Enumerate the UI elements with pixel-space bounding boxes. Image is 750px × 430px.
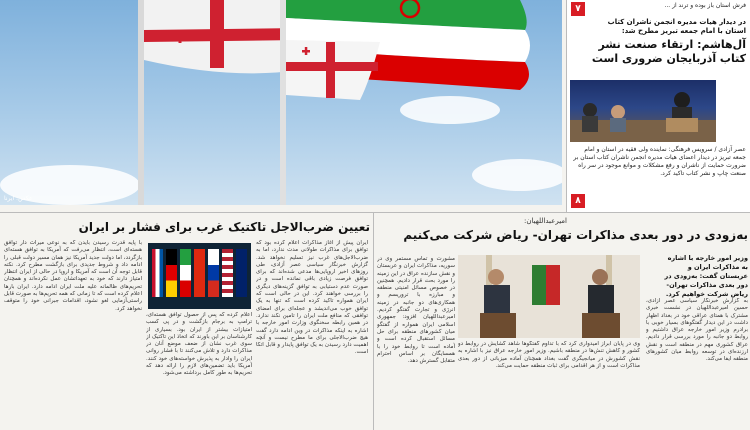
right-article-col3: به گزارش خبرنگار سیاسی عصر آزادی، حسین امیرعبداللهیان در نشست خبری مشترک با همتای عراقی خود در بغداد اظهار داشت در این دیدار گفتگوهای بسیار خوبی با برادرم وزیر امور خارجه عراق داشتیم و روابط دو جانبه را مورد بررسی قرار دادیم. عراق کشوری مهم در منطقه است و نقش ارزنده‌ای در توسعه روابط میان کشورهای منطقه ایفا می‌کند. bbox=[646, 298, 748, 363]
left-article-headline[interactable]: تعیین ضرب‌الاجل تاکتیک غرب برای فشار بر ایران bbox=[78, 220, 370, 234]
right-article-col1: مشورت و تماس مستمر وی در سوریه، مذاکرات ایران و عربستان و نقش سازنده عراق در این زمینه را مورد بحث قرار دادیم. همچنین در خصوص مسائل امنیتی منطقه و مبارزه با تروریسم و همکاری‌های دو جانبه در زمینه انرژی و تجارت گفتگو کردیم. امیرعبداللهیان افزود: جمهوری اسلامی ایران همواره از گفتگو میان کشورهای منطقه برای حل مسائل استقبال کرده است و آماده است تا روابط خود را با همسایگان بر اساس احترام متقابل گسترش دهد. bbox=[377, 256, 455, 365]
page-ref-badge-bottom: ۸ bbox=[571, 194, 585, 208]
left-article-col2: اعلام کرده که پس از حصول توافق هسته‌ای، ترامپ به برجام بازگشت و در پی کسب امتیازات بیشتر از ایران بود. بسیاری از کارشناسان بر این باورند که اتخاذ این تاکتیک از سوی غرب نشان از ضعف موضع آنان در مذاکرات دارد و تلاش می‌کنند تا با فشار روانی ایران را وادار به پذیرش خواسته‌های خود کنند. آمریکا باید تضمین‌های لازم را ارائه دهد که تحریم‌ها به طور کامل برداشته می‌شود. bbox=[146, 312, 252, 377]
sidebar-caption: عصر آزادی / سرویس فرهنگی: نماینده ولی فقیه در استان و امام جمعه تبریز در دیدار اعضای هیات مدیره انجمن ناشران کتاب استان بر ضرورت حمایت از ناشران و رفع مشکلات و موانع موجود در سر راه صنعت چاپ و نشر کتاب تاکید کرد. bbox=[573, 146, 746, 177]
world-flags-photo bbox=[148, 243, 251, 309]
photo-credit: عکس: ایرنا bbox=[4, 195, 33, 202]
flags-illustration bbox=[0, 0, 562, 205]
column-divider bbox=[373, 212, 374, 430]
right-article-headline[interactable]: به‌زودی در دور بعدی مذاکرات تهران- ریاض شرکت می‌کنیم bbox=[403, 228, 748, 242]
right-article-kicker: امیرعبداللهیان: bbox=[524, 217, 567, 225]
right-article-lead: وزیر امور خارجه با اشاره به مذاکرات ایران و عربستان گفت: به‌زودی در دور بعدی مذاکرات تهران- ریاض شرکت خواهیم کرد. bbox=[664, 254, 748, 298]
press-conference-illustration bbox=[458, 255, 640, 338]
sidebar-divider bbox=[566, 0, 567, 212]
page-ref-badge-top: ۷ bbox=[571, 2, 585, 16]
sidebar-kicker: در دیدار هیات مدیره انجمن ناشران کتاب استان با امام جمعه تبریز مطرح شد: bbox=[607, 18, 746, 35]
right-article-col2: وی در پایان ابراز امیدواری کرد که با تداوم گفتگوها شاهد گشایش در روابط دو کشور و کاهش تنش‌ها در منطقه باشیم. وزیر امور خارجه عراق نیز با اشاره به نقش کشورش در میانجیگری گفت بغداد همچنان آماده میزبانی از دور بعدی مذاکرات است و از هر اقدامی برای ثبات منطقه حمایت می‌کند. bbox=[458, 341, 640, 369]
sidebar-headline[interactable]: آل‌هاشم: ارتقاء صنعت نشر کتاب آذربایجان ضروری است bbox=[591, 38, 746, 65]
sidebar-top-text: فرش استان باز بوده و ترند از ... bbox=[664, 2, 746, 9]
horizontal-divider bbox=[0, 212, 750, 213]
flags-photo-top bbox=[0, 0, 562, 205]
sidebar-meeting-photo bbox=[570, 80, 716, 142]
meeting-illustration bbox=[570, 80, 716, 142]
left-article-col1: ایران پیش از آغاز مذاکرات اعلام کرده بود که توافق برای مذاکرات طولانی مدت ندارد، اما به ضرب‌الاجل‌های غرب‌ نیز تسلیم نخواهد شد. گزارش خبرنگار سیاسی عصر آزادی، طی روزهای اخیر اروپایی‌ها مدعی شده‌اند که برای توافق فرصت زیادی باقی نمانده است و در صورت عدم دستیابی به توافق گزینه‌های دیگری را بررسی خواهند کرد. این در حالی است که ایران همواره تاکید کرده است که تنها به یک توافق خوب می‌اندیشد و عجله‌ای برای امضای توافقی که منافع ملت ایران را تامین نکند ندارد. در همین رابطه سخنگوی وزارت امور خارجه با اشاره به اینکه مذاکرات در وین ادامه دارد گفت هیچ ضرب‌الاجلی برای ما مطرح نیست و آنچه اهمیت دارد رسیدن به یک توافق پایدار و قابل اتکا است. bbox=[256, 240, 368, 356]
left-article-col3: با پایه قدرت رسیدن بایدن که به نوعی میراث دار توافق هسته‌ای است، انتظار می‌رفت که آمریکا به توافق هسته‌ای بازگردد، اما دولت جدید آمریکا نیز همان مسیر دولت قبلی را ادامه داد و شروط جدیدی برای بازگشت مطرح کرد. نکته قابل توجه آن است که آمریکا و اروپا در حالی از ایران انتظار امتیاز دارند که خود به تعهداتشان عمل نکرده‌اند و همچنان تحریم‌های ظالمانه علیه ملت ایران ادامه دارد. ایران بارها اعلام کرده است که تا زمانی که همه تحریم‌ها به صورت قابل راستی‌آزمایی لغو نشود، اقدامات جبرانی خود را متوقف نخواهد کرد. bbox=[4, 240, 142, 312]
ministers-press-photo bbox=[458, 255, 640, 338]
